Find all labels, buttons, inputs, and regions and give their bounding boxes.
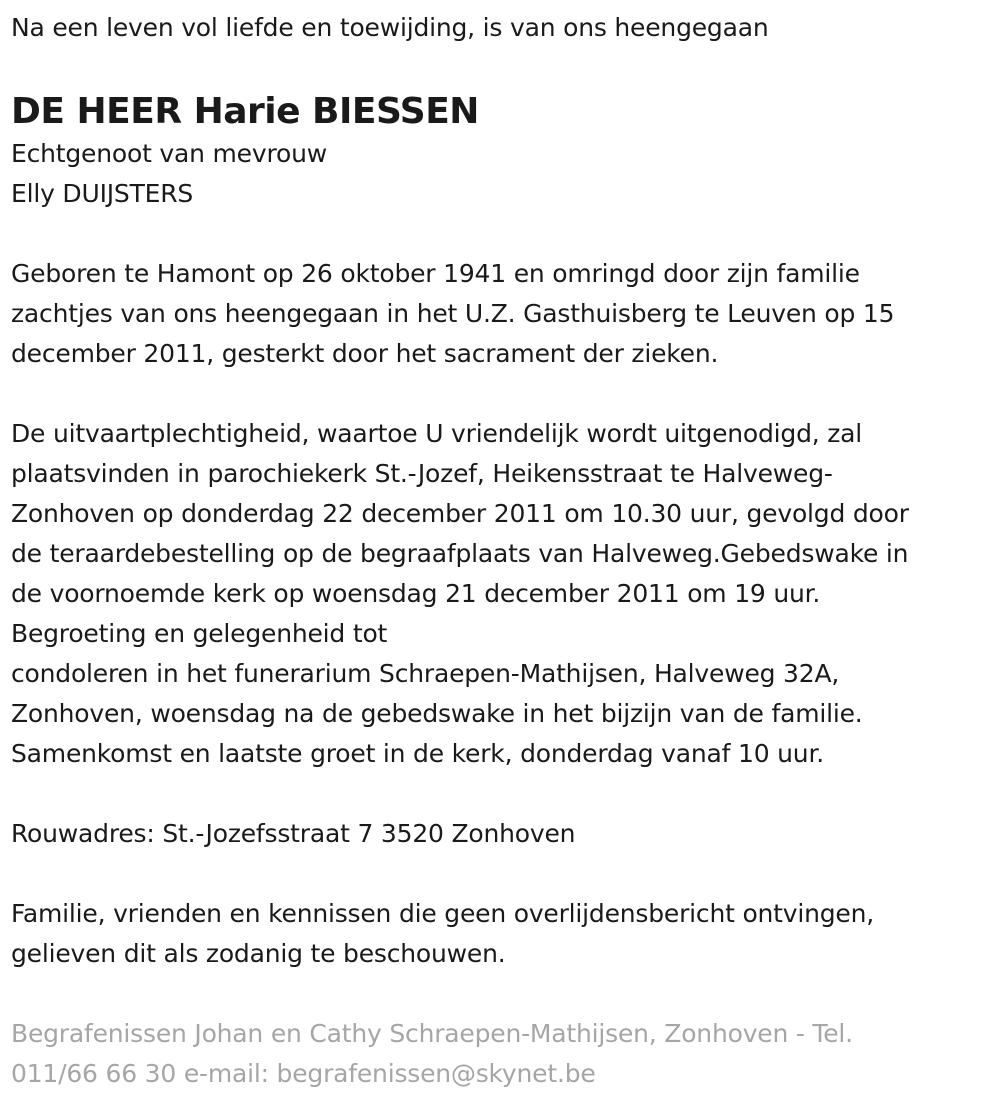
paragraph-line: de voornoemde kerk op woensdag 21 december 2011 om 19 uur.	[11, 579, 821, 608]
paragraph-line: Begroeting en gelegenheid tot	[11, 619, 388, 648]
intro-text: Na een leven vol liefde en toewijding, is van ons heengegaan	[11, 13, 769, 42]
mourning-address: Rouwadres: St.-Jozefsstraat 7 3520 Zonhoven	[11, 819, 576, 848]
paragraph-line: Familie, vrienden en kennissen die geen overlijdensbericht ontvingen,	[11, 899, 875, 928]
paragraph-line: Zonhoven op donderdag 22 december 2011 om 10.30 uur, gevolgd door	[11, 499, 909, 528]
paragraph-line: de teraardebestelling op de begraafplaats van Halveweg.Gebedswake in	[11, 539, 909, 568]
footer-contact: 011/66 66 30 e-mail: begrafenissen@skynet.be	[11, 1059, 596, 1088]
paragraph-line: zachtjes van ons heengegaan in het U.Z. Gasthuisberg te Leuven op 15	[11, 299, 895, 328]
spacer	[11, 854, 1000, 894]
spouse-line: Echtgenoot van mevrouw	[11, 139, 327, 168]
spacer	[11, 214, 1000, 254]
deceased-name: DE HEER Harie BIESSEN	[11, 91, 479, 132]
spouse-name: Elly DUIJSTERS	[11, 179, 194, 208]
funeral-home-footer	[11, 1014, 1000, 1094]
footer-line: Begrafenissen Johan en Cathy Schraepen-Mathijsen, Zonhoven - Tel.	[11, 1019, 853, 1048]
ceremony-paragraph	[11, 414, 1000, 774]
spacer	[11, 374, 1000, 414]
paragraph-line: Geboren te Hamont op 26 oktober 1941 en omringd door zijn familie	[11, 259, 860, 288]
paragraph-line: Samenkomst en laatste groet in de kerk, donderdag vanaf 10 uur.	[11, 739, 824, 768]
paragraph-line: De uitvaartplechtigheid, waartoe U vriendelijk wordt uitgenodigd, zal	[11, 419, 863, 448]
spouse-block	[11, 134, 1000, 214]
paragraph-line: condoleren in het funerarium Schraepen-Mathijsen, Halveweg 32A,	[11, 659, 840, 688]
paragraph-line: plaatsvinden in parochiekerk St.-Jozef, Heikensstraat te Halveweg-	[11, 459, 833, 488]
birth-death-paragraph	[11, 254, 1000, 374]
spacer	[11, 974, 1000, 1014]
paragraph-line: december 2011, gesterkt door het sacrament der zieken.	[11, 339, 719, 368]
paragraph-line: gelieven dit als zodanig te beschouwen.	[11, 939, 506, 968]
spacer	[11, 774, 1000, 814]
paragraph-line: Zonhoven, woensdag na de gebedswake in het bijzijn van de familie.	[11, 699, 863, 728]
closing-paragraph	[11, 894, 1000, 974]
